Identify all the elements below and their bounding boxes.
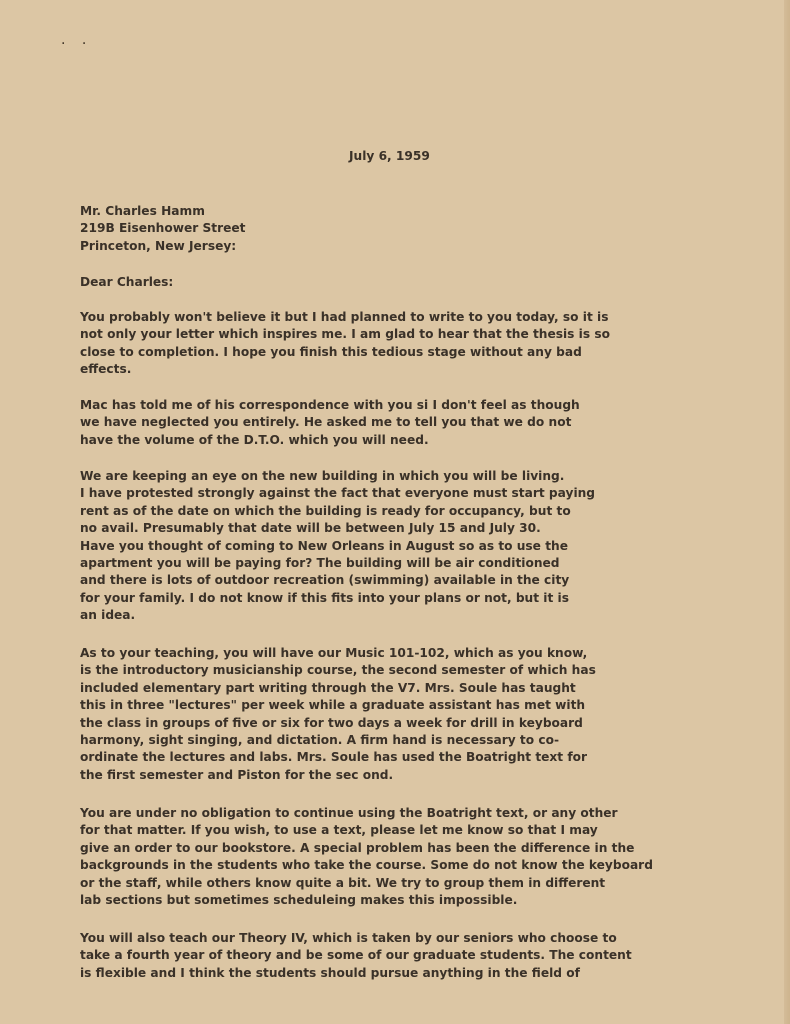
paragraph <box>80 309 610 379</box>
letter-date: July 6, 1959 <box>349 149 430 163</box>
text-line: harmony, sight singing, and dictation. A firm hand is necessary to co- <box>80 733 560 748</box>
text-line: the first semester and Piston for the sec ond. <box>80 767 394 782</box>
text-line: is the introductory musicianship course, the second semester of which has <box>80 663 596 678</box>
text-line: for that matter. If you wish, to use a text, please let me know so that I may <box>80 823 598 838</box>
text-line: Have you thought of coming to New Orleans in August so as to use the <box>80 538 568 553</box>
text-line: and there is lots of outdoor recreation (swimming) available in the city <box>80 573 570 588</box>
paragraph <box>80 645 596 784</box>
address-line: 219B Eisenhower Street <box>80 221 246 236</box>
address-line: Mr. Charles Hamm <box>80 204 205 218</box>
text-line: You probably won't believe it but I had planned to write to you today, so it is <box>80 310 609 324</box>
paragraph <box>80 397 580 449</box>
text-line: You will also teach our Theory IV, which is taken by our seniors who choose to <box>80 931 617 945</box>
text-line: backgrounds in the students who take the course. Some do not know the keyboard <box>80 858 653 873</box>
corner-mark: · · <box>61 36 93 52</box>
text-line: is flexible and I think the students should pursue anything in the field of <box>80 965 580 980</box>
text-line: ordinate the lectures and labs. Mrs. Soule has used the Boatright text for <box>80 750 588 765</box>
recipient-address <box>80 203 245 255</box>
text-line: have the volume of the D.T.O. which you will need. <box>80 432 429 447</box>
salutation: Dear Charles: <box>80 275 174 289</box>
text-line: apartment you will be paying for? The building will be air conditioned <box>80 556 560 571</box>
text-line: give an order to our bookstore. A special problem has been the difference in the <box>80 840 635 855</box>
paragraph <box>80 930 632 982</box>
text-line: I have protested strongly against the fact that everyone must start paying <box>80 486 596 501</box>
text-line: effects. <box>80 362 132 377</box>
text-line: We are keeping an eye on the new building in which you will be living. <box>80 469 565 483</box>
paragraph <box>80 805 653 909</box>
text-line: for your family. I do not know if this fits into your plans or not, but it is <box>80 590 569 605</box>
text-line: an idea. <box>80 608 136 623</box>
text-line: included elementary part writing through the V7. Mrs. Soule has taught <box>80 680 576 695</box>
text-line: not only your letter which inspires me. I am glad to hear that the thesis is so <box>80 327 610 342</box>
text-line: we have neglected you entirely. He asked me to tell you that we do not <box>80 415 572 430</box>
text-line: As to your teaching, you will have our Music 101-102, which as you know, <box>80 646 588 660</box>
address-line: Princeton, New Jersey: <box>80 238 237 253</box>
text-line: lab sections but sometimes scheduleing makes this impossible. <box>80 893 518 908</box>
text-line: You are under no obligation to continue using the Boatright text, or any other <box>80 806 618 820</box>
text-line: or the staff, while others know quite a bit. We try to group them in different <box>80 875 606 890</box>
text-line: Mac has told me of his correspondence with you si I don't feel as though <box>80 398 580 412</box>
text-line: rent as of the date on which the building is ready for occupancy, but to <box>80 503 571 518</box>
text-line: close to completion. I hope you finish this tedious stage without any bad <box>80 344 582 359</box>
paragraph <box>80 468 595 625</box>
text-line: this in three "lectures" per week while a graduate assistant has met with <box>80 698 586 713</box>
text-line: take a fourth year of theory and be some of our graduate students. The content <box>80 948 632 963</box>
text-line: the class in groups of five or six for two days a week for drill in keyboard <box>80 715 583 730</box>
text-line: no avail. Presumably that date will be between July 15 and July 30. <box>80 521 541 536</box>
